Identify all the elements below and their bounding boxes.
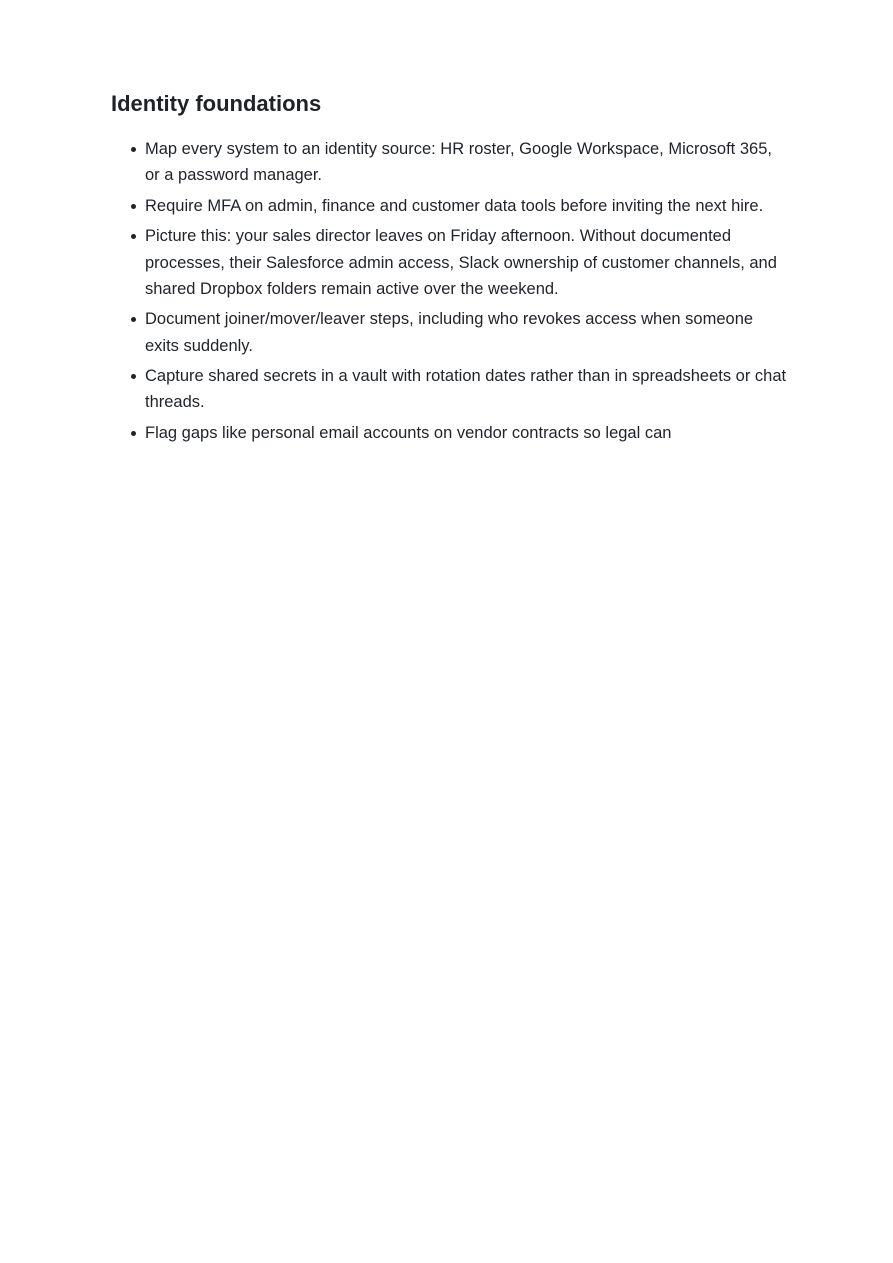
list-item-text: Picture this: your sales director leaves on Friday afternoon. Without documented processes, their Salesforce admin access, Slack ownership of customer channels, and shared Dropbox folders remain active over the weekend. [145, 227, 777, 298]
list-item-text: Map every system to an identity source: HR roster, Google Workspace, Microsoft 365, or a password manager. [145, 140, 772, 185]
bullet-list [111, 136, 791, 446]
list-item [145, 223, 791, 302]
bullet-icon [131, 374, 136, 379]
list-item-text: Capture shared secrets in a vault with rotation dates rather than in spreadsheets or chat threads. [145, 367, 787, 412]
bullet-icon [131, 147, 136, 152]
section-heading: Identity foundations [111, 91, 322, 116]
document-content [111, 88, 791, 451]
list-item [145, 193, 791, 219]
bullet-icon [131, 317, 136, 322]
list-item [145, 306, 791, 358]
bullet-icon [131, 204, 136, 209]
list-item-text: Require MFA on admin, finance and customer data tools before inviting the next hire. [145, 196, 764, 215]
bullet-icon [131, 234, 136, 239]
list-item-text: Document joiner/mover/leaver steps, including who revokes access when someone exits suddenly. [145, 310, 754, 355]
list-item [145, 363, 791, 415]
bullet-icon [131, 431, 136, 436]
list-item [145, 136, 791, 188]
list-item-text: Flag gaps like personal email accounts on vendor contracts so legal can [145, 423, 672, 442]
list-item [145, 420, 791, 446]
